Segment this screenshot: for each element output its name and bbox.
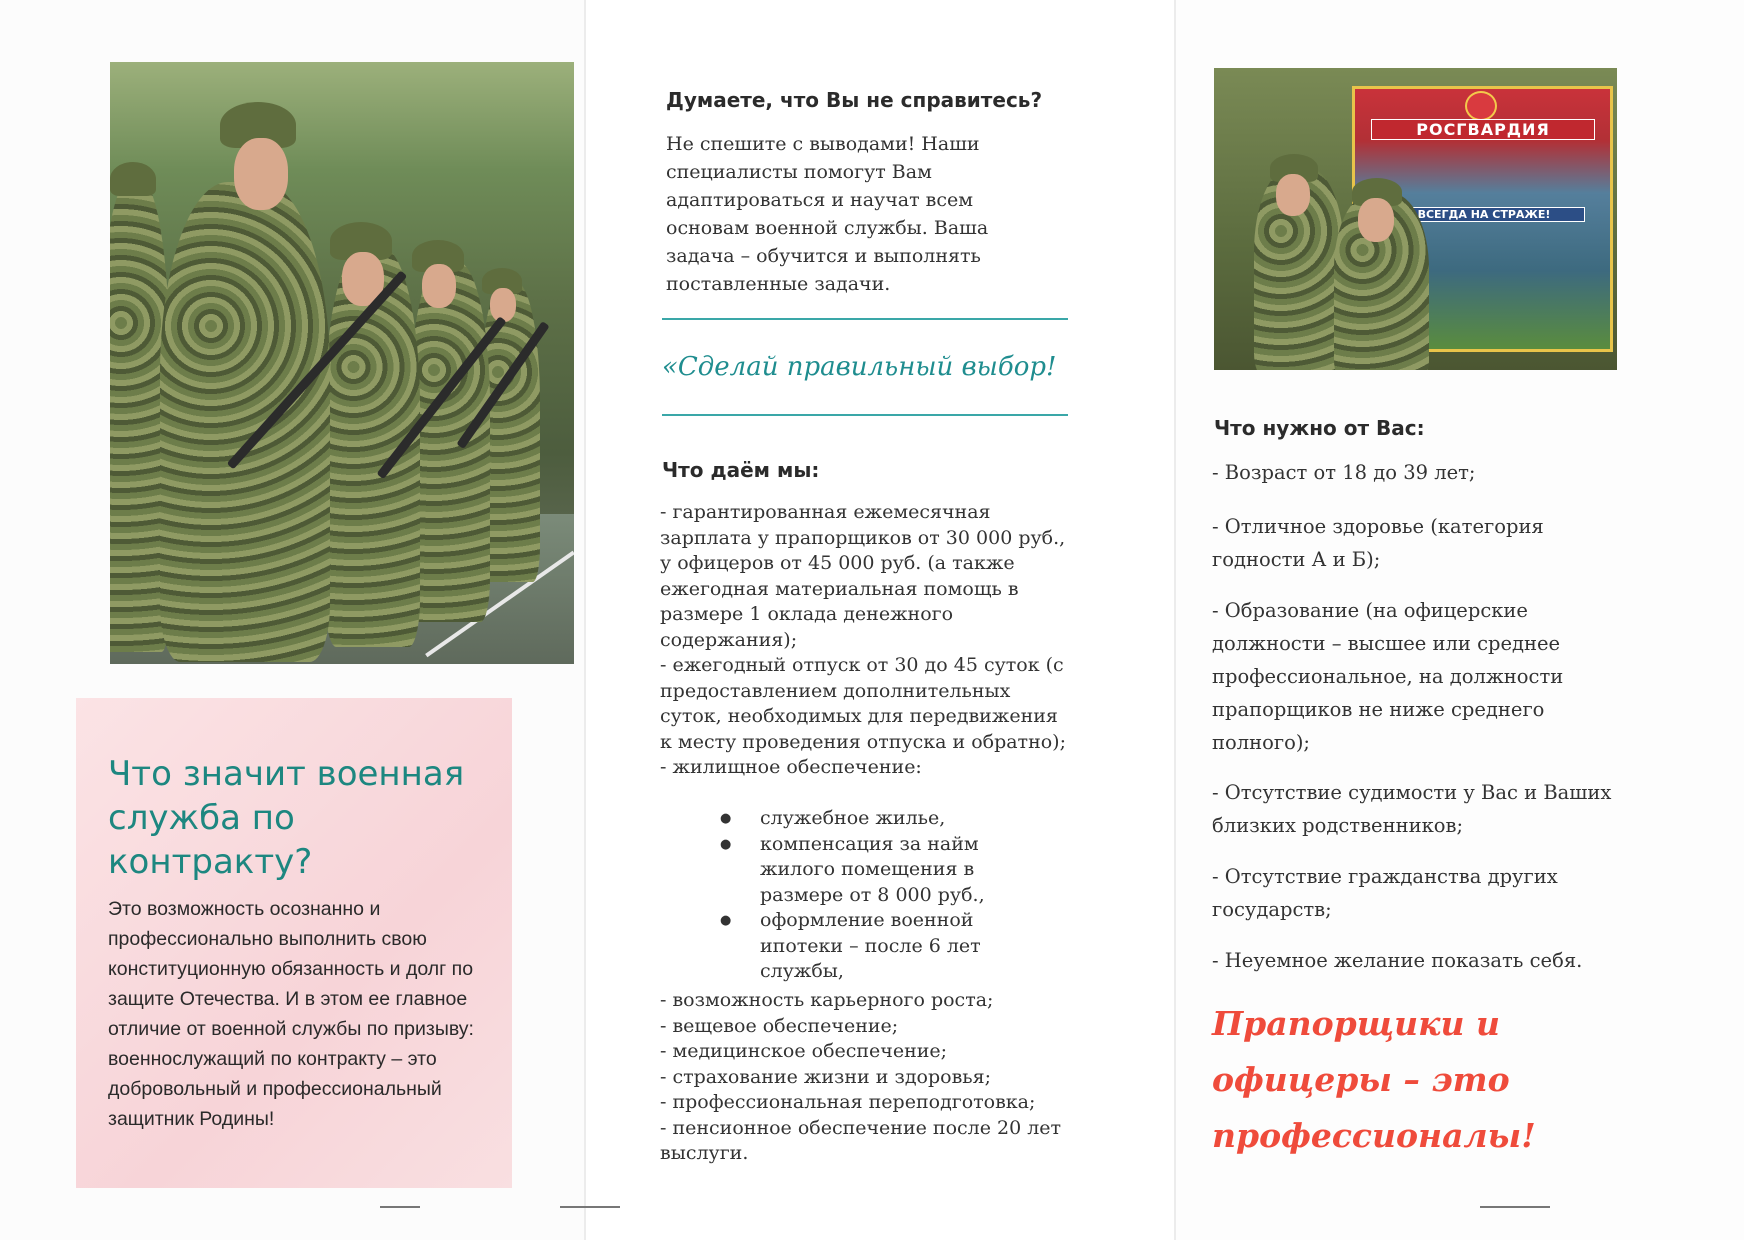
requirement-item: - Отсутствие судимости у Вас и Ваших близких родственников; (1212, 781, 1612, 837)
doubt-heading: Думаете, что Вы не справитесь? (666, 88, 1043, 112)
professionals-slogan: Прапорщики и офицеры – это профессионалы! (1212, 1004, 1536, 1155)
soldier-face (422, 264, 456, 308)
choice-slogan: «Сделай правильный выбор! (662, 352, 1057, 382)
contract-description: Это возможность осознанно и профессионально выполнить свою конституционную обязанность и долг по защите Отечества. И в этом ее главное отличие от военной службы по призыву: военнослужащий по контракту – это добровольный и профессиональный защитник Родины! (108, 898, 474, 1130)
contract-info-box (76, 698, 512, 1188)
soldier-face (234, 138, 288, 210)
requirement-item: - Возраст от 18 до 39 лет; (1212, 461, 1476, 484)
doubt-text: Не спешите с выводами! Наши специалисты помогут Вам адаптироваться и научат всем основам военной службы. Ваша задача – обучится и выполнять поставленные задачи. (666, 133, 989, 295)
soldier-face (1358, 198, 1394, 242)
divider-bottom (662, 414, 1068, 416)
housing-item: ● компенсация за найм жилого помещения в размере от 8 000 руб., (720, 832, 1020, 909)
scan-speck (380, 1206, 420, 1208)
soldier-cap (110, 162, 156, 196)
housing-item: ● оформление военной ипотеки – после 6 лет службы, (720, 908, 1020, 985)
requirement-item: - Образование (на офицерские должности – высшее или среднее профессиональное, на должности прапорщиков не ниже среднего полного); (1212, 599, 1564, 754)
benefits-list-bottom: - возможность карьерного роста; - вещевое обеспечение; - медицинское обеспечение; - страхование жизни и здоровья; - профессиональная переподготовка; - пенсионное обеспечение после 20 лет выслуги. (660, 989, 1062, 1164)
soldier-face (1276, 174, 1310, 216)
banner-title: РОСГВАРДИЯ (1371, 119, 1595, 140)
offer-heading: Что даём мы: (662, 458, 820, 482)
housing-list (720, 806, 1020, 985)
contract-title: Что значит военная служба по контракту? (108, 754, 465, 882)
requirement-item: - Неуемное желание показать себя. (1212, 949, 1583, 972)
fold-line-right (1174, 0, 1176, 1240)
requirement-item: - Отсутствие гражданства других государств; (1212, 865, 1558, 921)
soldier-face (490, 288, 516, 322)
divider-top (662, 318, 1068, 320)
scan-speck (560, 1206, 620, 1208)
requirement-item: - Отличное здоровье (категория годности А и Б); (1212, 515, 1544, 571)
soldiers-parade-photo (110, 62, 574, 664)
rosgvardia-emblem-icon (1465, 91, 1497, 121)
soldier-figure (160, 182, 330, 662)
rosgvardia-guards-photo (1214, 68, 1617, 370)
scan-speck (1480, 1206, 1550, 1208)
banner-subtitle: ВСЕГДА НА СТРАЖЕ! (1383, 207, 1585, 222)
housing-item: ● служебное жилье, (720, 806, 1020, 832)
fold-line-left (584, 0, 586, 1240)
benefits-list-top: - гарантированная ежемесячная зарплата у прапорщиков от 30 000 руб., у офицеров от 45 000 руб. (а также ежегодная материальная помощь в размере 1 оклада денежного содержания); - ежегодный отпуск от 30 до 45 суток (с предоставлением дополнительных суток, необходимых для передвижения к месту проведения отпуска и обратно); - жилищное обеспечение: (660, 501, 1066, 778)
soldier-figure (410, 262, 490, 622)
requirements-heading: Что нужно от Вас: (1214, 416, 1425, 440)
